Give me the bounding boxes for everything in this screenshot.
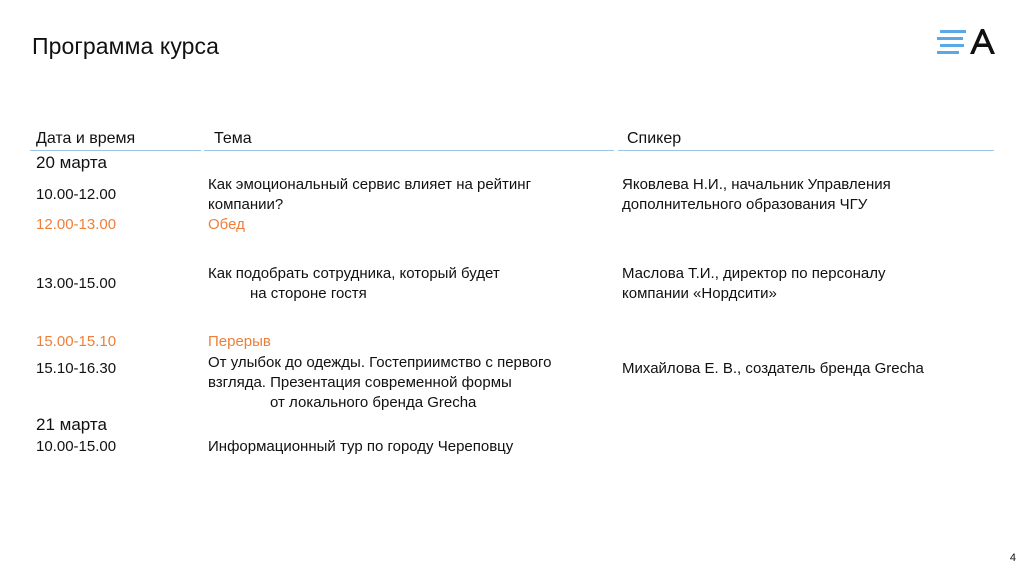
header-divider [204, 150, 614, 151]
row-time: 10.00-12.00 [36, 186, 117, 203]
row-topic: на стороне гостя [250, 285, 367, 302]
row-topic: От улыбок до одежды. Гостеприимство с первого [208, 354, 552, 371]
row-topic: Как эмоциональный сервис влияет на рейтинг [208, 176, 532, 193]
row-time: 10.00-15.00 [36, 438, 117, 455]
row-topic: Перерыв [208, 333, 271, 350]
row-speaker: дополнительного образования ЧГУ [622, 196, 868, 213]
row-topic: Как подобрать сотрудника, который будет [208, 265, 500, 282]
date-heading-day2: 21 марта [36, 415, 107, 434]
row-topic: от локального бренда Grecha [270, 394, 477, 411]
row-topic: компании? [208, 196, 284, 213]
row-speaker: Михайлова Е. В., создатель бренда Grecha [622, 360, 924, 377]
date-heading-day1: 20 марта [36, 153, 107, 172]
header-divider [30, 150, 201, 151]
row-time: 12.00-13.00 [36, 216, 117, 233]
page-number: 4 [1009, 552, 1016, 564]
column-header-topic: Тема [214, 130, 252, 147]
row-speaker: компании «Нордсити» [622, 285, 777, 302]
row-time: 13.00-15.00 [36, 275, 117, 292]
row-topic: Информационный тур по городу Череповцу [208, 438, 514, 455]
header-divider [618, 150, 994, 151]
brand-logo-icon [936, 26, 996, 56]
row-speaker: Яковлева Н.И., начальник Управления [622, 176, 891, 193]
page-title: Программа курса [32, 33, 220, 59]
row-speaker: Маслова Т.И., директор по персоналу [622, 265, 886, 282]
row-time: 15.10-16.30 [36, 360, 117, 377]
row-topic: взгляда. Презентация современной формы [208, 374, 512, 391]
column-header-datetime: Дата и время [36, 130, 136, 147]
row-topic: Обед [208, 216, 245, 233]
column-header-speaker: Спикер [627, 130, 682, 147]
row-time: 15.00-15.10 [36, 333, 117, 350]
